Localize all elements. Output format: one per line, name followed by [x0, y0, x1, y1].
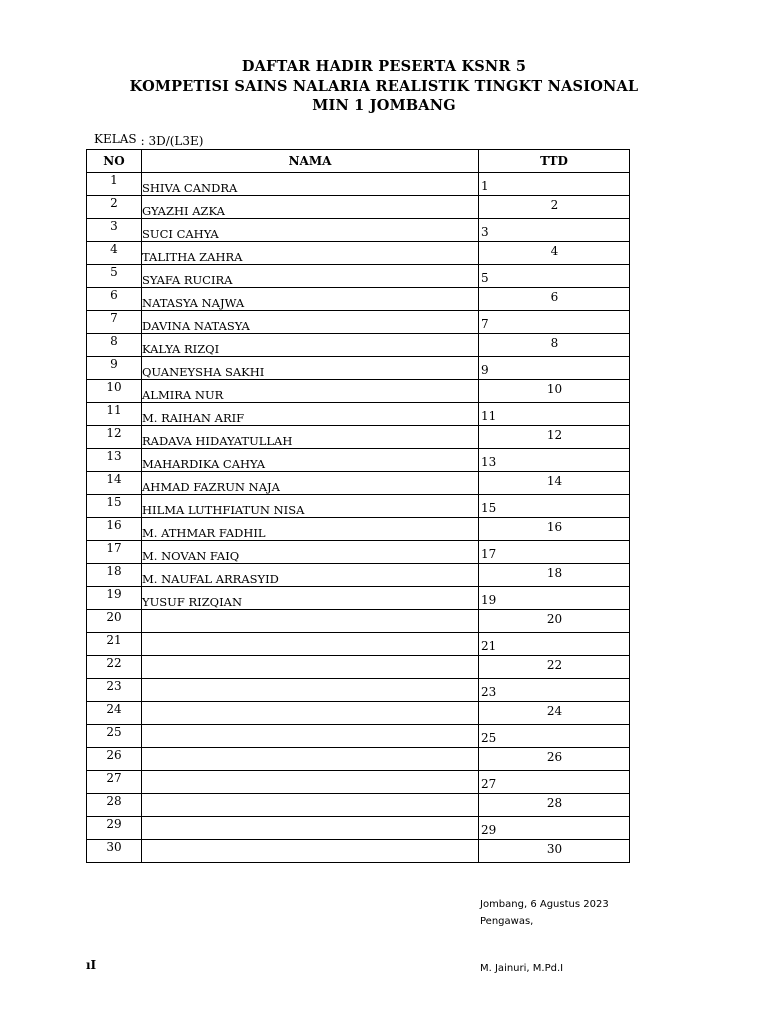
- table-row: [87, 311, 630, 334]
- participant-name: M. NAUFAL ARRASYID: [142, 564, 479, 587]
- row-number: 21: [87, 633, 142, 656]
- signature-number: 20: [546, 612, 563, 626]
- table-row: [87, 426, 630, 449]
- participant-name: [142, 748, 479, 771]
- signature-number: 15: [481, 501, 497, 515]
- participant-name: AHMAD FAZRUN NAJA: [142, 472, 479, 495]
- signature-number: 21: [481, 639, 497, 653]
- signature-number: 19: [481, 593, 497, 607]
- attendance-table: [86, 149, 630, 863]
- document-title: DAFTAR HADIR PESERTA KSNR 5: [241, 58, 527, 75]
- table-row: [87, 219, 630, 242]
- signature-cell: [479, 541, 630, 564]
- row-number: 24: [87, 702, 142, 725]
- signature-cell: [479, 219, 630, 242]
- table-row: [87, 242, 630, 265]
- row-number: 5: [87, 265, 142, 288]
- participant-name: ALMIRA NUR: [142, 380, 479, 403]
- participant-name: YUSUF RIZQIAN: [142, 587, 479, 610]
- row-number: 8: [87, 334, 142, 357]
- signature-number: 9: [481, 363, 489, 377]
- table-row: [87, 656, 630, 679]
- table-row: [87, 541, 630, 564]
- signature-cell: [479, 357, 630, 380]
- signature-number: 4: [550, 244, 559, 258]
- signature-number: 22: [546, 658, 563, 672]
- row-number: 27: [87, 771, 142, 794]
- signature-number: 8: [550, 336, 559, 350]
- participant-name: [142, 633, 479, 656]
- table-row: [87, 725, 630, 748]
- row-number: 6: [87, 288, 142, 311]
- signature-number: 28: [546, 796, 563, 810]
- signature-cell: [479, 564, 630, 587]
- row-number: 7: [87, 311, 142, 334]
- table-row: [87, 334, 630, 357]
- signature-cell: [479, 748, 630, 771]
- participant-name: M. NOVAN FAIQ: [142, 541, 479, 564]
- row-number: 25: [87, 725, 142, 748]
- table-row: [87, 587, 630, 610]
- table-row: [87, 610, 630, 633]
- signature-number: 29: [481, 823, 497, 837]
- row-number: 4: [87, 242, 142, 265]
- signature-cell: [479, 288, 630, 311]
- signature-number: 5: [481, 271, 489, 285]
- signature-cell: [479, 840, 630, 863]
- row-number: 12: [87, 426, 142, 449]
- table-row: [87, 403, 630, 426]
- signature-number: 6: [550, 290, 559, 304]
- signature-cell: [479, 679, 630, 702]
- row-number: 15: [87, 495, 142, 518]
- signature-cell: [479, 472, 630, 495]
- corner-mark: ıI: [86, 958, 97, 972]
- table-row: [87, 794, 630, 817]
- table-row: [87, 840, 630, 863]
- signature-cell: [479, 173, 630, 196]
- row-number: 20: [87, 610, 142, 633]
- signature-number: 16: [546, 520, 563, 534]
- table-row: [87, 380, 630, 403]
- participant-name: NATASYA NAJWA: [142, 288, 479, 311]
- signature-cell: [479, 242, 630, 265]
- signature-cell: [479, 725, 630, 748]
- participant-name: HILMA LUTHFIATUN NISA: [142, 495, 479, 518]
- signature-cell: [479, 380, 630, 403]
- table-row: [87, 265, 630, 288]
- participant-name: MAHARDIKA CAHYA: [142, 449, 479, 472]
- signature-cell: [479, 633, 630, 656]
- row-number: 28: [87, 794, 142, 817]
- place-date: Jombang, 6 Agustus 2023: [480, 899, 609, 910]
- signature-number: 24: [546, 704, 563, 718]
- participant-name: [142, 702, 479, 725]
- participant-name: TALITHA ZAHRA: [142, 242, 479, 265]
- participant-name: [142, 679, 479, 702]
- signature-number: 23: [481, 685, 497, 699]
- table-header-row: [87, 150, 630, 173]
- signature-cell: [479, 794, 630, 817]
- table-row: [87, 495, 630, 518]
- participant-name: GYAZHI AZKA: [142, 196, 479, 219]
- participant-name: QUANEYSHA SAKHI: [142, 357, 479, 380]
- row-number: 1: [87, 173, 142, 196]
- participant-name: SHIVA CANDRA: [142, 173, 479, 196]
- signature-cell: [479, 817, 630, 840]
- participant-name: [142, 817, 479, 840]
- row-number: 22: [87, 656, 142, 679]
- table-row: [87, 771, 630, 794]
- signature-cell: [479, 265, 630, 288]
- table-row: [87, 449, 630, 472]
- signature-cell: [479, 771, 630, 794]
- row-number: 29: [87, 817, 142, 840]
- participant-name: [142, 725, 479, 748]
- signature-number: 3: [481, 225, 489, 239]
- row-number: 17: [87, 541, 142, 564]
- row-number: 10: [87, 380, 142, 403]
- row-number: 18: [87, 564, 142, 587]
- header-nama: NAMA: [142, 150, 479, 173]
- signature-number: 13: [481, 455, 497, 469]
- table-row: [87, 518, 630, 541]
- class-info: [94, 132, 203, 148]
- signature-number: 11: [481, 409, 497, 423]
- row-number: 16: [87, 518, 142, 541]
- supervisor-name: M. Jainuri, M.Pd.I: [480, 963, 564, 974]
- signature-number: 27: [481, 777, 497, 791]
- participant-name: [142, 771, 479, 794]
- table-row: [87, 196, 630, 219]
- header-no: NO: [87, 150, 142, 173]
- signature-cell: [479, 311, 630, 334]
- signature-cell: [479, 587, 630, 610]
- participant-name: M. RAIHAN ARIF: [142, 403, 479, 426]
- participant-name: [142, 840, 479, 863]
- participant-name: [142, 794, 479, 817]
- participant-name: [142, 610, 479, 633]
- document-subtitle: KOMPETISI SAINS NALARIA REALISTIK TINGKT NASIONAL: [129, 78, 639, 95]
- table-row: [87, 357, 630, 380]
- signature-number: 10: [546, 382, 563, 396]
- signature-cell: [479, 495, 630, 518]
- row-number: 13: [87, 449, 142, 472]
- signature-cell: [479, 518, 630, 541]
- participant-name: DAVINA NATASYA: [142, 311, 479, 334]
- signature-number: 7: [481, 317, 489, 331]
- signature-number: 18: [546, 566, 563, 580]
- signature-cell: [479, 656, 630, 679]
- signature-cell: [479, 610, 630, 633]
- participant-name: SUCI CAHYA: [142, 219, 479, 242]
- participant-name: SYAFA RUCIRA: [142, 265, 479, 288]
- signature-cell: [479, 334, 630, 357]
- signature-cell: [479, 403, 630, 426]
- row-number: 30: [87, 840, 142, 863]
- participant-name: KALYA RIZQI: [142, 334, 479, 357]
- header-ttd: TTD: [479, 150, 630, 173]
- signature-cell: [479, 426, 630, 449]
- signature-number: 25: [481, 731, 497, 745]
- table-row: [87, 633, 630, 656]
- signature-cell: [479, 449, 630, 472]
- row-number: 3: [87, 219, 142, 242]
- table-row: [87, 288, 630, 311]
- class-label: KELAS: [94, 132, 137, 146]
- signature-cell: [479, 196, 630, 219]
- signature-number: 30: [546, 842, 563, 856]
- row-number: 14: [87, 472, 142, 495]
- row-number: 9: [87, 357, 142, 380]
- table-row: [87, 679, 630, 702]
- table-row: [87, 472, 630, 495]
- table-row: [87, 564, 630, 587]
- signature-cell: [479, 702, 630, 725]
- signature-number: 1: [481, 179, 489, 193]
- row-number: 11: [87, 403, 142, 426]
- row-number: 19: [87, 587, 142, 610]
- table-row: [87, 817, 630, 840]
- signature-number: 14: [546, 474, 563, 488]
- school-name: MIN 1 JOMBANG: [312, 97, 456, 114]
- table-row: [87, 702, 630, 725]
- row-number: 26: [87, 748, 142, 771]
- table-row: [87, 748, 630, 771]
- class-value: : 3D/(L3E): [140, 134, 204, 148]
- supervisor-role: Pengawas,: [480, 916, 534, 927]
- participant-name: M. ATHMAR FADHIL: [142, 518, 479, 541]
- signature-number: 2: [550, 198, 559, 212]
- row-number: 23: [87, 679, 142, 702]
- signature-number: 17: [481, 547, 497, 561]
- signature-number: 26: [546, 750, 563, 764]
- signature-number: 12: [546, 428, 563, 442]
- row-number: 2: [87, 196, 142, 219]
- participant-name: [142, 656, 479, 679]
- participant-name: RADAVA HIDAYATULLAH: [142, 426, 479, 449]
- table-row: [87, 173, 630, 196]
